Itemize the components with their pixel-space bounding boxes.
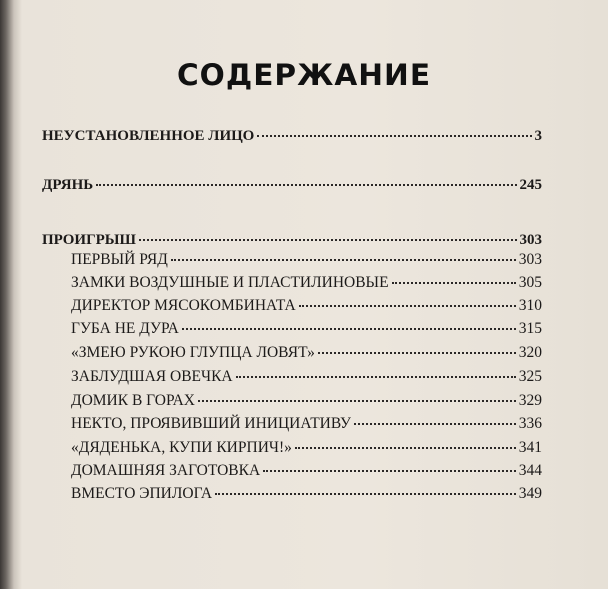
toc-subentry-label: «ДЯДЕНЬКА, КУПИ КИРПИЧ!» (71, 439, 292, 456)
toc-subentry (71, 392, 542, 410)
dot-leader (295, 447, 516, 449)
dot-leader (198, 400, 516, 402)
toc-subentry (71, 274, 542, 292)
toc-subentry-page: 325 (518, 368, 542, 385)
toc-entry-page: 303 (519, 232, 542, 248)
dot-leader (182, 328, 516, 330)
toc-subentry-label: НЕКТО, ПРОЯВИВШИЙ ИНИЦИАТИВУ (71, 415, 351, 432)
toc-subentry (71, 368, 542, 386)
toc-subentry-label: ВМЕСТО ЭПИЛОГА (71, 485, 213, 502)
toc-subentry-page: 341 (518, 439, 542, 456)
toc-subentry (71, 251, 542, 269)
toc-subentry (71, 415, 542, 433)
toc-subentry-page: 344 (518, 462, 542, 479)
toc-subentry (71, 462, 542, 480)
toc-subentry-page: 320 (518, 344, 542, 361)
toc-subentry-page: 303 (518, 251, 542, 268)
dot-leader (236, 376, 516, 378)
toc-entry-label: НЕУСТАНОВЛЕННОЕ ЛИЦО (42, 128, 255, 144)
dot-leader (299, 305, 516, 307)
toc-subentry (71, 297, 542, 315)
dot-leader (96, 184, 516, 186)
toc-subentry-page: 315 (518, 320, 542, 337)
dot-leader (139, 239, 517, 241)
toc-subentry-page: 329 (518, 392, 542, 409)
dot-leader (354, 423, 516, 425)
toc-entry-page: 3 (534, 128, 542, 144)
toc-entry-main (42, 177, 542, 194)
toc-subentry (71, 344, 542, 362)
toc-subentry-label: ПЕРВЫЙ РЯД (71, 251, 168, 268)
toc-entry-label: ДРЯНЬ (42, 177, 94, 193)
toc-entry-main (42, 128, 542, 145)
dot-leader (215, 493, 516, 495)
toc-entry-page: 245 (519, 177, 542, 193)
dot-leader (257, 135, 531, 137)
toc-subentry-label: ДОМИК В ГОРАХ (71, 392, 195, 409)
toc-subentry-page: 336 (518, 415, 542, 432)
toc-subentry-label: ДОМАШНЯЯ ЗАГОТОВКА (71, 462, 261, 479)
toc-subentry-page: 349 (518, 485, 542, 502)
toc-subentry-label: «ЗМЕЮ РУКОЮ ГЛУПЦА ЛОВЯТ» (71, 344, 315, 361)
toc-subentry (71, 439, 542, 457)
page-title: СОДЕРЖАНИЕ (176, 58, 432, 92)
dot-leader (318, 352, 516, 354)
toc-subentry-label: ГУБА НЕ ДУРА (71, 320, 179, 337)
toc-subentry-page: 310 (518, 297, 542, 314)
dot-leader (263, 470, 516, 472)
toc-subentry-label: ЗАБЛУДШАЯ ОВЕЧКА (71, 368, 233, 385)
toc-subentry-page: 305 (518, 274, 542, 291)
toc-entry-main (42, 232, 542, 249)
dot-leader (171, 259, 516, 261)
toc-entry-label: ПРОИГРЫШ (42, 232, 136, 248)
dot-leader (392, 282, 516, 284)
toc-subentry-label: ДИРЕКТОР МЯСОКОМБИНАТА (71, 297, 296, 314)
toc-subentry-label: ЗАМКИ ВОЗДУШНЫЕ И ПЛАСТИЛИНОВЫЕ (71, 274, 389, 291)
toc-subentry (71, 485, 542, 503)
toc-subentry (71, 320, 542, 338)
